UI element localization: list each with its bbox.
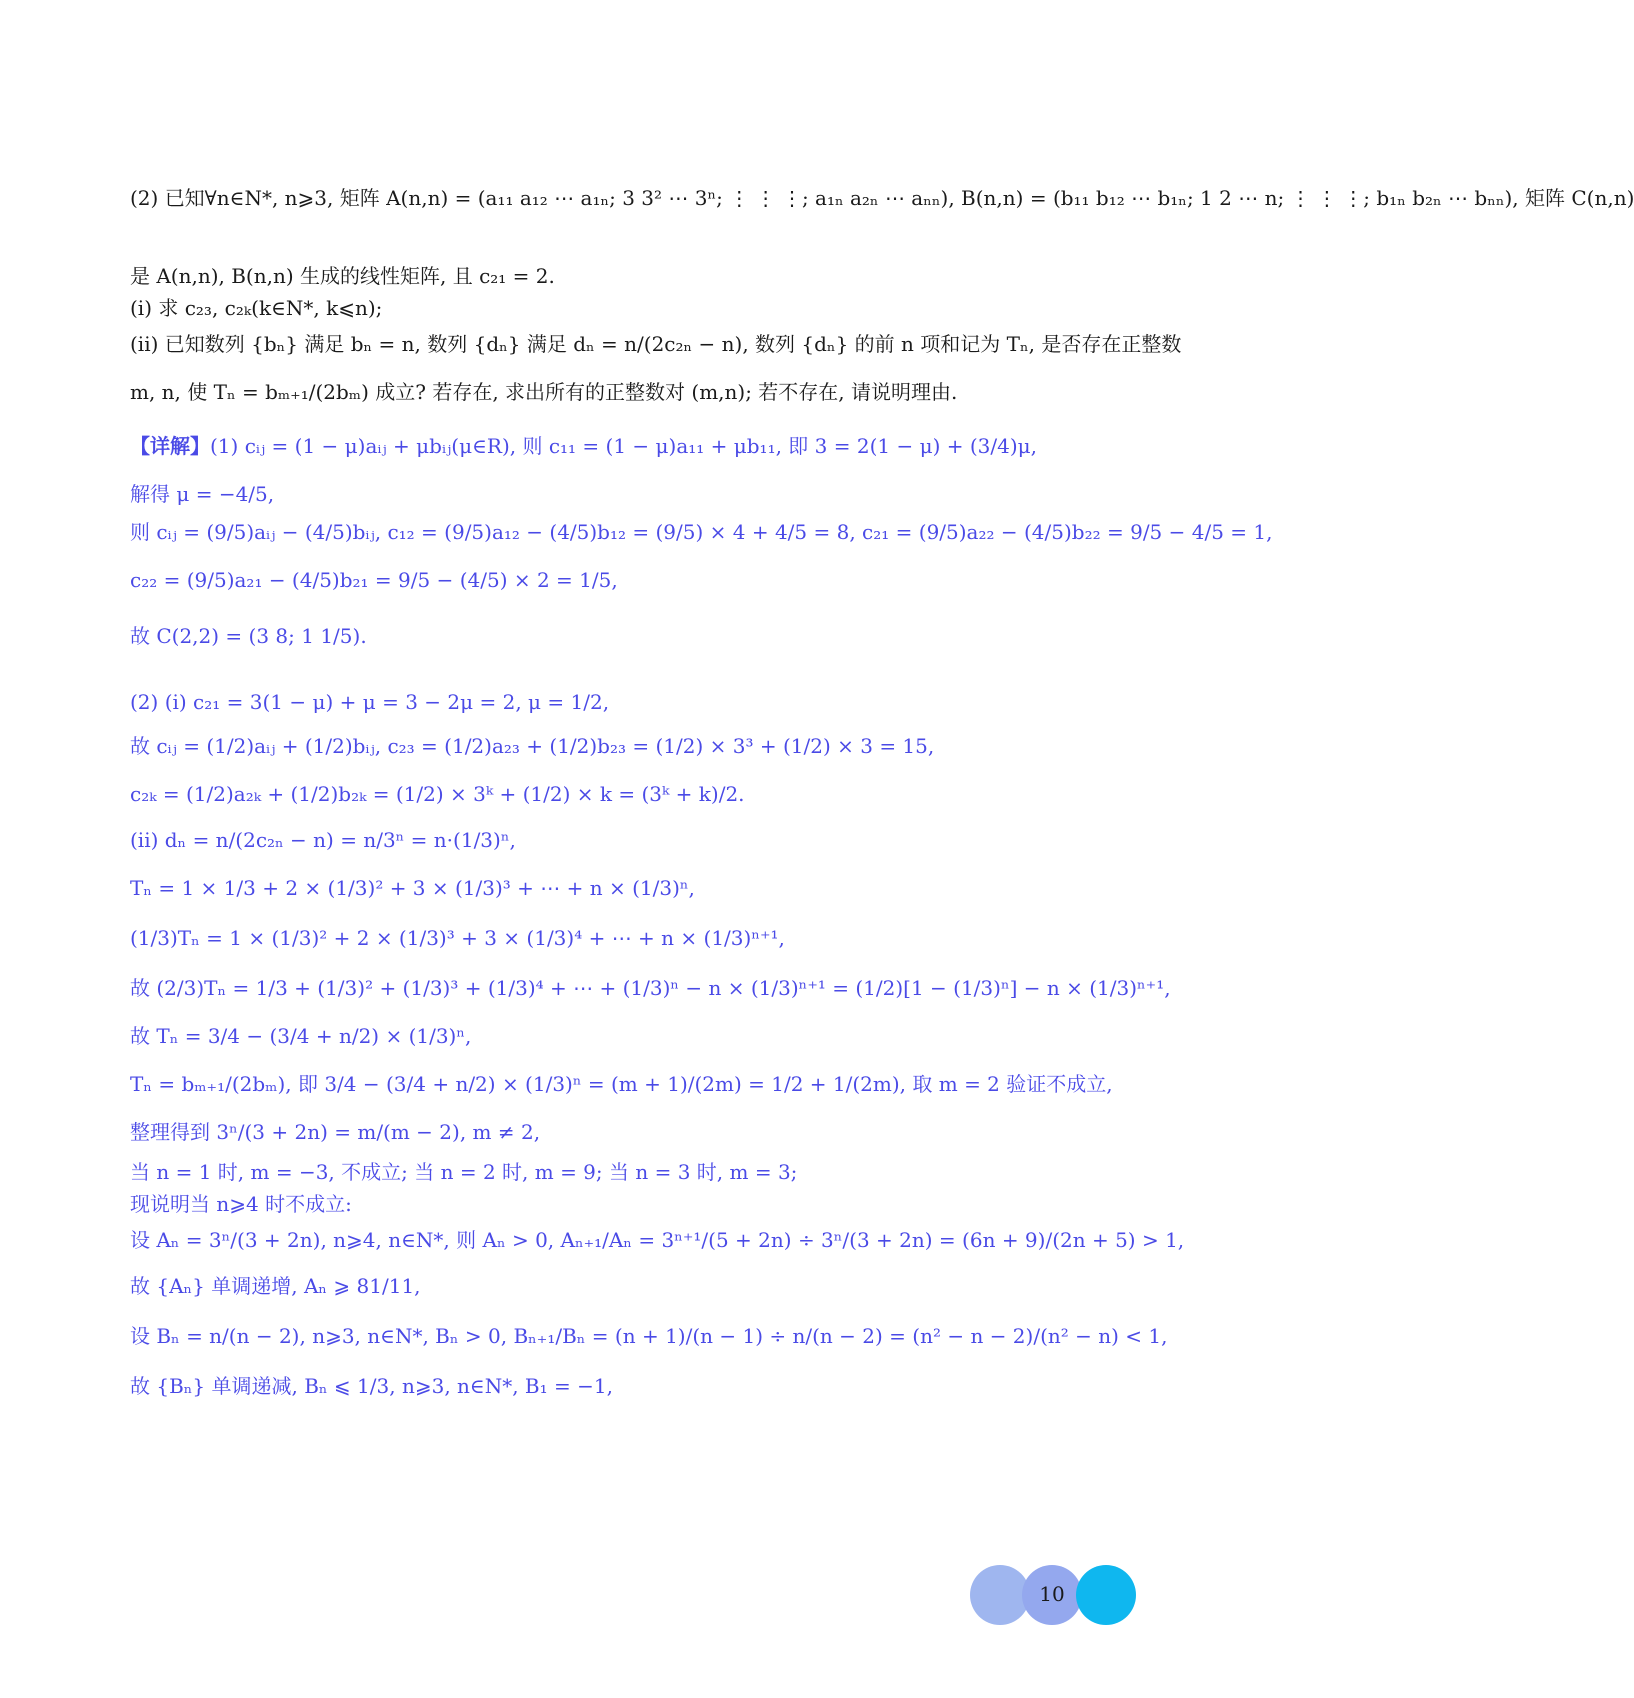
solution-header: 【详解】	[130, 434, 210, 458]
solution-line-3: 则 cᵢⱼ = (9/5)aᵢⱼ − (4/5)bᵢⱼ, c₁₂ = (9/5)a₁₂ − (4/5)b₁₂ = (9/5) × 4 + 4/5 = 8, c₂₁ = (9/5)a₂₂ − (4/5)b₂₂ = 9/5 − 4/5 = 1,	[130, 520, 1273, 544]
solution-line-10: Tₙ = 1 × 1/3 + 2 × (1/3)² + 3 × (1/3)³ + ⋯ + n × (1/3)ⁿ,	[130, 876, 695, 900]
page-number: 10	[1039, 1582, 1065, 1606]
solution-line-11: (1/3)Tₙ = 1 × (1/3)² + 2 × (1/3)³ + 3 × (1/3)⁴ + ⋯ + n × (1/3)ⁿ⁺¹,	[130, 926, 785, 950]
solution-line-5: 故 C(2,2) = (3 8; 1 1/5).	[130, 624, 367, 648]
solution-line-7: 故 cᵢⱼ = (1/2)aᵢⱼ + (1/2)bᵢⱼ, c₂₃ = (1/2)a₂₃ + (1/2)b₂₃ = (1/2) × 3³ + (1/2) × 3 = 15,	[130, 734, 935, 758]
solution-line-12: 故 (2/3)Tₙ = 1/3 + (1/3)² + (1/3)³ + (1/3)⁴ + ⋯ + (1/3)ⁿ − n × (1/3)ⁿ⁺¹ = (1/2)[1 − (1/3)ⁿ] − n × (1/3)ⁿ⁺¹,	[130, 976, 1171, 1000]
question-part2-intro: (2) 已知∀n∈N*, n⩾3, 矩阵 A(n,n) = (a₁₁ a₁₂ ⋯ a₁ₙ; 3 3² ⋯ 3ⁿ; ⋮ ⋮ ⋮; a₁ₙ a₂ₙ ⋯ aₙₙ), B(n,n) = (b₁₁ b₁₂ ⋯ b₁ₙ; 1 2 ⋯ n; ⋮ ⋮ ⋮; b₁ₙ b₂ₙ ⋯ bₙₙ), 矩阵 C(n,n)	[130, 186, 1634, 210]
solution-line-4: c₂₂ = (9/5)a₂₁ − (4/5)b₂₁ = 9/5 − (4/5) × 2 = 1/5,	[130, 568, 618, 592]
solution-line-15: 整理得到 3ⁿ/(3 + 2n) = m/(m − 2), m ≠ 2,	[130, 1120, 541, 1144]
solution-line-9: (ii) dₙ = n/(2c₂ₙ − n) = n/3ⁿ = n·(1/3)ⁿ,	[130, 828, 516, 852]
solution-line-2: 解得 μ = −4/5,	[130, 482, 275, 506]
question-part-ii-cont: m, n, 使 Tₙ = bₘ₊₁/(2bₘ) 成立? 若存在, 求出所有的正整数对 (m,n); 若不存在, 请说明理由.	[130, 380, 958, 404]
question-part-i: (i) 求 c₂₃, c₂ₖ(k∈N*, k⩽n);	[130, 296, 383, 320]
solution-line-17: 现说明当 n⩾4 时不成立:	[130, 1192, 352, 1216]
solution-line-8: c₂ₖ = (1/2)a₂ₖ + (1/2)b₂ₖ = (1/2) × 3ᵏ + (1/2) × k = (3ᵏ + k)/2.	[130, 782, 745, 806]
solution-line-14: Tₙ = bₘ₊₁/(2bₘ), 即 3/4 − (3/4 + n/2) × (1/3)ⁿ = (m + 1)/(2m) = 1/2 + 1/(2m), 取 m = 2 验证不成立,	[130, 1072, 1113, 1096]
solution-line-19: 故 {Aₙ} 单调递增, Aₙ ⩾ 81/11,	[130, 1274, 421, 1298]
solution-line-20: 设 Bₙ = n/(n − 2), n⩾3, n∈N*, Bₙ > 0, Bₙ₊₁/Bₙ = (n + 1)/(n − 1) ÷ n/(n − 2) = (n² − n − 2)/(n² − n) < 1,	[130, 1324, 1168, 1348]
page-number-badge	[970, 1565, 1150, 1629]
solution-line-21: 故 {Bₙ} 单调递减, Bₙ ⩽ 1/3, n⩾3, n∈N*, B₁ = −1,	[130, 1374, 613, 1398]
solution-line-16: 当 n = 1 时, m = −3, 不成立; 当 n = 2 时, m = 9; 当 n = 3 时, m = 3;	[130, 1160, 798, 1184]
solution-line-13: 故 Tₙ = 3/4 − (3/4 + n/2) × (1/3)ⁿ,	[130, 1024, 472, 1048]
decor-circle-right	[1076, 1565, 1136, 1625]
question-part2-intro2: 是 A(n,n), B(n,n) 生成的线性矩阵, 且 c₂₁ = 2.	[130, 264, 555, 288]
decor-circle-left	[970, 1565, 1030, 1625]
solution-line-18: 设 Aₙ = 3ⁿ/(3 + 2n), n⩾4, n∈N*, 则 Aₙ > 0, Aₙ₊₁/Aₙ = 3ⁿ⁺¹/(5 + 2n) ÷ 3ⁿ/(3 + 2n) = (6n + 9)/(2n + 5) > 1,	[130, 1228, 1185, 1252]
question-part-ii: (ii) 已知数列 {bₙ} 满足 bₙ = n, 数列 {dₙ} 满足 dₙ = n/(2c₂ₙ − n), 数列 {dₙ} 的前 n 项和记为 Tₙ, 是否存在正整数	[130, 332, 1182, 356]
solution-line-1: 【详解】(1) cᵢⱼ = (1 − μ)aᵢⱼ + μbᵢⱼ(μ∈R), 则 c₁₁ = (1 − μ)a₁₁ + μb₁₁, 即 3 = 2(1 − μ) + (3/4)μ,	[130, 434, 1038, 458]
solution-line-6: (2) (i) c₂₁ = 3(1 − μ) + μ = 3 − 2μ = 2, μ = 1/2,	[130, 690, 610, 714]
